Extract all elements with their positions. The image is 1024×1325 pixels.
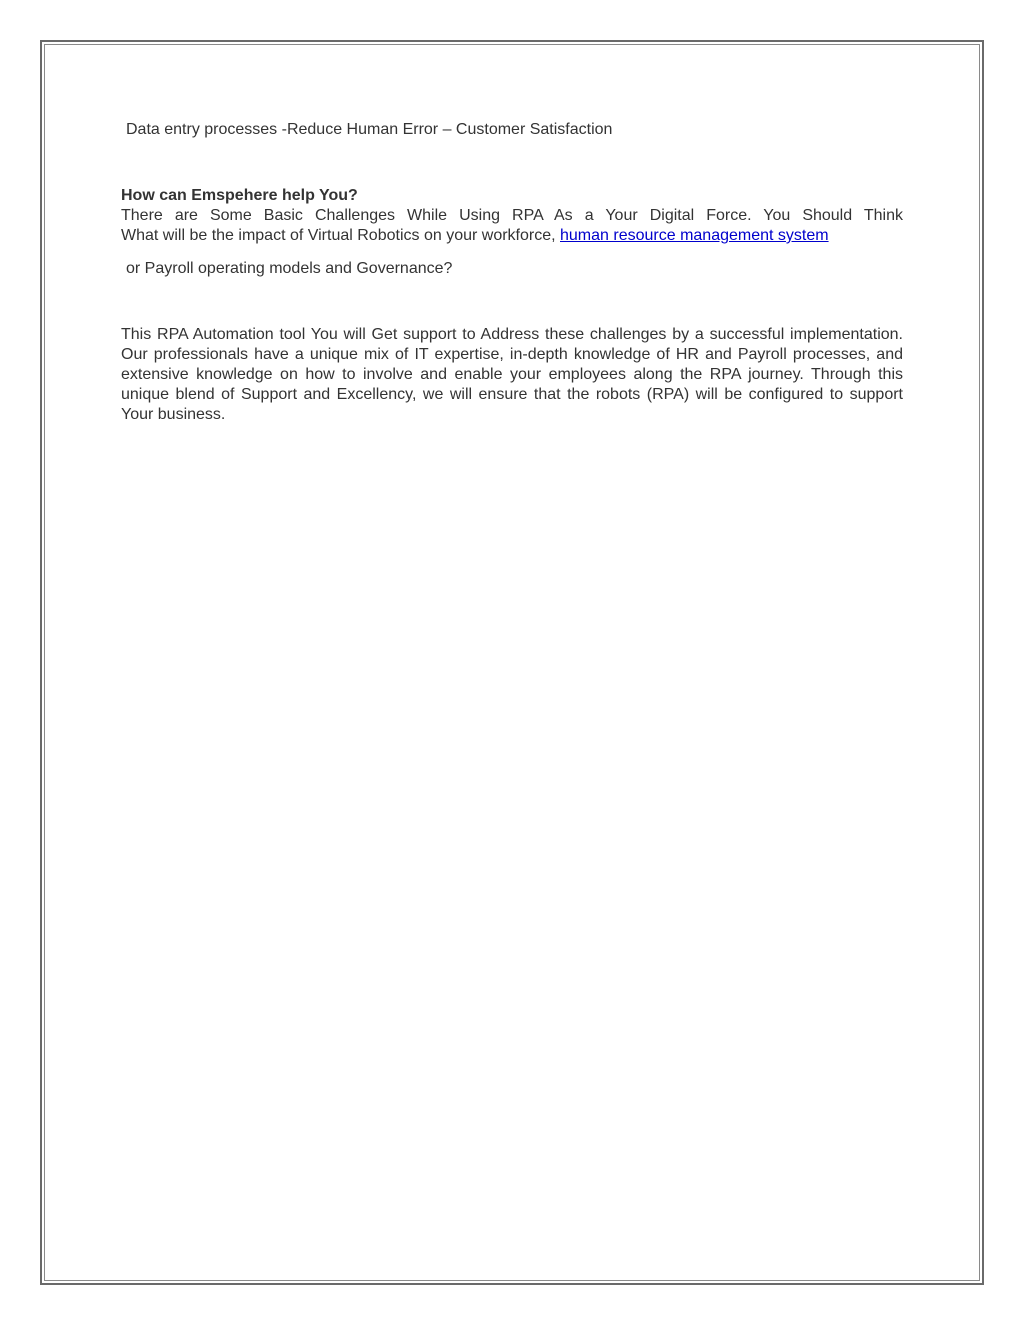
paragraph-1-line-1: There are Some Basic Challenges While Using RPA As a Your Digital Force. You Should Think — [121, 207, 903, 224]
intro-line: Data entry processes -Reduce Human Error – Customer Satisfaction — [126, 121, 613, 138]
paragraph-1-line-2 — [121, 226, 903, 246]
hrms-link[interactable]: human resource management system — [560, 227, 829, 244]
paragraph-2: This RPA Automation tool You will Get support to Address these challenges by a successful implementation. Our professionals have a unique mix of IT expertise, in-depth knowledge of HR and Payroll processes, and extensive knowledge on how to involve and enable your employees along the RPA journey. Through this unique blend of Support and Excellency, we will ensure that the robots (RPA) will be configured to support Your business. — [121, 326, 903, 423]
paragraph-1-line-2-text: What will be the impact of Virtual Robotics on your workforce, — [121, 227, 560, 244]
payroll-line: or Payroll operating models and Governance? — [126, 260, 453, 277]
section-heading: How can Emspehere help You? — [121, 187, 358, 204]
document-content — [121, 120, 903, 425]
